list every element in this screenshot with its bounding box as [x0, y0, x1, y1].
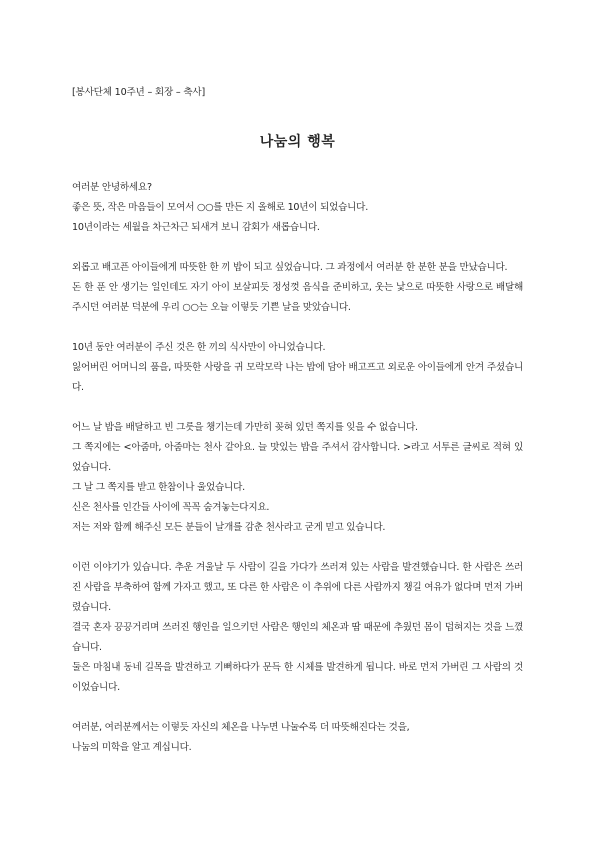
text-line: 10년이라는 세월을 차근차근 되새겨 보니 감회가 새롭습니다.: [72, 222, 320, 233]
text-line: 여러분 안녕하세요?: [72, 182, 152, 193]
header-tag: [봉사단체 10주년 – 회장 – 축사]: [72, 87, 206, 98]
document-body: [72, 178, 523, 758]
paragraph-6: [72, 718, 523, 758]
text-line: 결국 혼자 끙끙거리며 쓰러진 행인을 일으키던 사람은 행인의 체온과 땀 때문에 추웠던 몸이 덥혀지는 것을 느꼈습니다.: [72, 622, 523, 653]
text-line: 여러분, 여러분께서는 이렇듯 자신의 체온을 나누면 나눌수록 더 따뜻해진다는 것을,: [72, 722, 410, 733]
paragraph-1: [72, 178, 523, 238]
paragraph-5: [72, 558, 523, 698]
text-line: 저는 저와 함께 해주신 모든 분들이 날개를 감춘 천사라고 굳게 믿고 있습니다.: [72, 522, 386, 533]
text-line: 10년 동안 여러분이 주신 것은 한 끼의 식사만이 아니었습니다.: [72, 342, 326, 353]
paragraph-2: [72, 258, 523, 318]
paragraph-3: [72, 338, 523, 398]
text-line: 어느 날 밥을 배달하고 빈 그릇을 챙기는데 가만히 꽂혀 있던 쪽지를 잊을 수 없습니다.: [72, 422, 418, 433]
text-line: 나눔의 미학을 알고 계십니다.: [72, 742, 192, 753]
text-line: 돈 한 푼 안 생기는 일인데도 자기 아이 보살피듯 정성껏 음식을 준비하고, 웃는 낯으로 따뜻한 사랑으로 배달해 주시던 여러분 덕분에 우리 ○○는 오늘 이렇듯 기쁜 날을 맞았습니다.: [72, 282, 523, 313]
text-line: 그 날 그 쪽지를 받고 한참이나 울었습니다.: [72, 482, 245, 493]
document-title: 나눔의 행복: [259, 134, 336, 150]
text-line: 둘은 마침내 동네 길목을 발견하고 기뻐하다가 문득 한 시체를 발견하게 됩니다. 바로 먼저 가버린 그 사람의 것이었습니다.: [72, 662, 523, 693]
text-line: 그 쪽지에는 <아줌마, 아줌마는 천사 같아요. 늘 맛있는 밥을 주셔서 감사합니다. >라고 서투른 글씨로 적혀 있었습니다.: [72, 442, 523, 473]
text-line: 잃어버린 어머니의 품을, 따뜻한 사랑을 귀 모락모락 나는 밥에 담아 배고프고 외로운 아이들에게 안겨 주셨습니다.: [72, 362, 523, 393]
text-line: 외롭고 배고픈 아이들에게 따뜻한 한 끼 밥이 되고 싶었습니다. 그 과정에서 여러분 한 분한 분을 만났습니다.: [72, 262, 508, 273]
text-line: 좋은 뜻, 작은 마음들이 모여서 ○○를 만든 지 올해로 10년이 되었습니다.: [72, 202, 369, 213]
text-line: 신은 천사를 인간들 사이에 꼭꼭 숨겨놓는다지요.: [72, 502, 270, 513]
text-line: 이런 이야기가 있습니다. 추운 겨울날 두 사람이 길을 가다가 쓰러져 있는 사람을 발견했습니다. 한 사람은 쓰러진 사람을 부축하여 함께 가자고 했고, 또 다른 한 사람은 이 추위에 다른 사람까지 챙길 여유가 없다며 먼저 가버렸습니다.: [72, 562, 523, 613]
paragraph-4: [72, 418, 523, 538]
